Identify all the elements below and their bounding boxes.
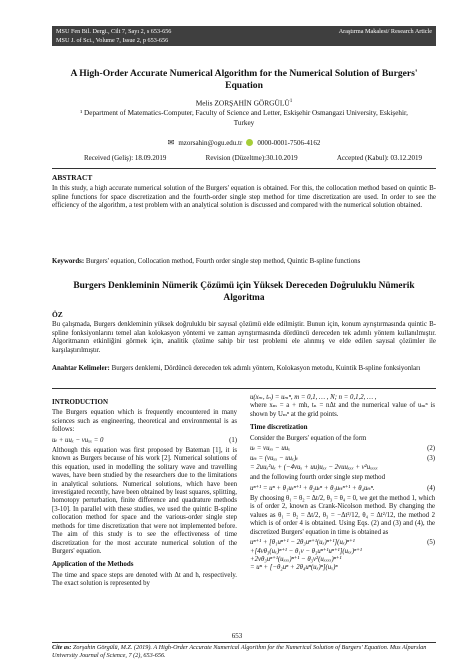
received-date: Received (Geliş): 18.09.2019 (84, 154, 167, 162)
keywords-text: Burgers' equation, Collocation method, Fourth order single step method, Quintic B-spline functions (85, 258, 361, 265)
paper-title-tr: Burgers Denkleminin Nümerik Çözümü için Yüksek Dereceden Doğruluklu Nümerik Algoritma (73, 281, 415, 303)
keywords (52, 258, 436, 267)
equation-4 (250, 485, 435, 493)
single-step-intro: and the following fourth order single step method (250, 474, 385, 482)
equation-5 (250, 539, 435, 573)
equation-3-number: (3) (427, 455, 435, 463)
anahtar-text: Burgers denklemi, Dördüncü dereceden tek adımlı yöntem, Kolokasyon metodu, Kuintik B-spline fonksiyonları (111, 365, 421, 372)
divider (52, 388, 436, 389)
equation-5-line-2: +[4νθ₃(uₓ)ⁿ⁺¹ − θ₁ν − θ₃uⁿ⁺¹uⁿ⁺¹](uₓₓ)ⁿ⁺¹ (250, 547, 362, 555)
journal-header-band (52, 26, 436, 46)
equation-5-line-3: +2νθ₃uⁿ⁺¹(uₓₓₓ)ⁿ⁺¹ − θ₃ν²(uₓₓₓₓ)ⁿ⁺¹ (250, 555, 342, 563)
article-type: Araştırma Makalesi/ Research Article (338, 28, 432, 35)
paper-title-en: A High-Order Accurate Numerical Algorithm for the Numerical Solution of Burgers' Equation (70, 68, 418, 91)
equation-5-line-4: = uⁿ + [−θ₂uⁿ + 2θ₄uⁿ(uₓ)ⁿ](uₓ)ⁿ (250, 564, 338, 572)
journal-citation-tr: MSU Fen Bil. Dergi., Cilt 7, Sayı 2, s 653-656 (56, 28, 172, 35)
abstract-heading: ABSTRACT (52, 173, 93, 182)
exact-solution-notation: u(xₘ, tₙ) = uₘⁿ, m = 0,1, … , N; n = 0,1,2, … , (250, 394, 377, 401)
orcid-id[interactable]: 0000-0001-7506-4162 (257, 138, 321, 147)
accepted-date: Accepted (Kabul): 03.12.2019 (336, 154, 422, 162)
time-discretization-intro: Consider the Burgers' equation of the form (250, 434, 367, 442)
oz-heading: ÖZ (52, 310, 63, 319)
citation-footer (52, 642, 436, 659)
equation-3-body (250, 455, 378, 472)
equation-3-line-1: uₜₜ = (νuₓₓ − uuₓ)ₜ (250, 455, 298, 463)
intro-paragraph-1: The Burgers equation which is frequently encountered in many sciences such as engineering, theoretical and environmental is as follows: (52, 409, 237, 434)
journal-citation-en: MSU J. of Sci., Volume 7, Issue 2, p 653-656 (56, 36, 169, 44)
equation-5-line-1: uⁿ⁺¹ + [θ₁uⁿ⁺¹ − 2θ₃uⁿ⁺¹(uₓ)ⁿ⁺¹](uₓ)ⁿ⁺¹ (250, 539, 355, 547)
cite-text: Zorşahin Görgülü, M.Z. (2019). A High-Order Accurate Numerical Algorithm for the Numerical Solution of Burgers' Equation. Mus Alparslan University Journal of Science, 7 (2), 653-656. (52, 644, 427, 659)
equation-3-line-2: = 2uuₓ²uₓ + (−4νuₓ + uu)uₓₓ − 2νuuₓₓₓ + ν²uₓₓₓₓ (250, 463, 378, 471)
equation-2-number: (2) (427, 445, 435, 453)
email-address[interactable]: mzorsahin@ogu.edu.tr (178, 138, 243, 147)
anahtar-kelimeler (52, 365, 436, 374)
oz-text: Bu çalışmada, Burgers denkleminin yüksek doğruluklu bir sayısal çözümü elde edilmiştir. Bunun için, konum ayrıştırmasında quintic B-spline fonksiyonlarını temel alan kolokasyon yöntemi ve zaman ayrıştırmasında dördüncü dereceden tek adımlı yöntem kullanılmıştır. Algoritmanın etkinliğini görmek için, analitik çözüme sahip bir test problemi ele alınmış ve elde edilen sayısal çözümler ile karşılaştırılmıştır. (52, 321, 436, 354)
equation-5-body (250, 539, 362, 573)
equation-4-number: (4) (427, 484, 435, 492)
anahtar-label: Anahtar Kelimeler: (52, 365, 110, 372)
application-heading: Application of the Methods (52, 560, 134, 569)
author-line: Melis ZORŞAHİN GÖRGÜLÜ$^1$ (195, 98, 293, 108)
method-choice-paragraph: By choosing θ₁ = θ₂ = Δt/2, θ₃ = θ₄ = 0, we get the method 1, which is of order 2, known as Crank-Nicolson method. By changing the values as θ₁ = θ₂ = Δt/2, θ₃ = −Δt²/12, θ₄ = Δt²/12, the method 2 which is of order 4 is obtained. Using Eqs. (2) and (3) and (4), the discretized Burgers' equation in time is obtained as (250, 495, 435, 536)
grid-definition: where xₘ = a + mh, tₙ = nΔt and the numerical value of uₘⁿ is shown by Uₘⁿ at the grid points. (250, 402, 435, 418)
revision-date: Revision (Düzeltme):30.10.2019 (205, 154, 298, 162)
contact-line (52, 138, 436, 147)
keywords-label: Keywords: (52, 258, 85, 265)
time-discretization-heading: Time discretization (250, 423, 308, 432)
intro-heading: INTRODUCTION (52, 398, 109, 406)
equation-2-body: uₜ = νuₓₓ − uuₓ (250, 445, 291, 453)
page-number: 653 (231, 632, 243, 640)
orcid-icon (246, 139, 253, 146)
equation-5-number: (5) (427, 539, 435, 547)
equation-3 (250, 455, 435, 472)
abstract-text: In this study, a high accurate numerical solution of the Burgers' equation is obtained. For this, the collocation method based on quintic B-spline functions for space discretization and the fourth-order single step method for time discretization are used. In order to see the efficiency of the algorithm, a test problem with an analytical solution is discussed and compared with the numerical solution obtained. (52, 185, 436, 210)
divider (52, 168, 436, 169)
cite-label: Cite as: (52, 644, 72, 651)
author-name: Melis ZORŞAHİN GÖRGÜLÜ (195, 98, 290, 108)
application-text: The time and space steps are denoted with Δt and h, respectively. The exact solution is represented by (52, 571, 237, 588)
right-column (250, 394, 435, 575)
equation-2 (250, 445, 435, 453)
email-icon: ✉ (167, 138, 175, 147)
equation-1 (52, 437, 237, 445)
left-column (52, 394, 237, 589)
intro-paragraph-2: Although this equation was first proposed by Bateman [1], it is known as Burgers because of his work [2]. Numerical solutions of this equation, used in modelling the solitary wave and travelling waves, have been studied by the researchers due to the limitations in analytical solutions. Numerical solutions, which have been investigated recently, have been obtained by least squares, splitting, homotopy perturbation, finite difference and quadrature methods [3-10]. In parallel with these studies, we used the quintic B-spline collocation method for space and the various-order single step methods for time discretization that were not implemented before. The aim of this study is to see the effectiveness of time discretization for the most accurate numerical solution of the Burgers' equation. (52, 447, 237, 555)
equation-4-body: uⁿ⁺¹ = uⁿ + θ₁uₜⁿ⁺¹ + θ₂uₜⁿ + θ₃uₜₜⁿ⁺¹ + θ₄uₜₜⁿ. (250, 484, 375, 492)
equation-1-number: (1) (229, 436, 237, 444)
dates-row (84, 154, 422, 162)
affiliation: ¹ Department of Matematics-Computer, Faculty of Science and Letter, Eskişehir Osmangazi University, Eskişehir, Turkey (80, 109, 408, 127)
equation-1-body: uₜ + uuₓ − νuₓₓ = 0 (52, 436, 104, 444)
